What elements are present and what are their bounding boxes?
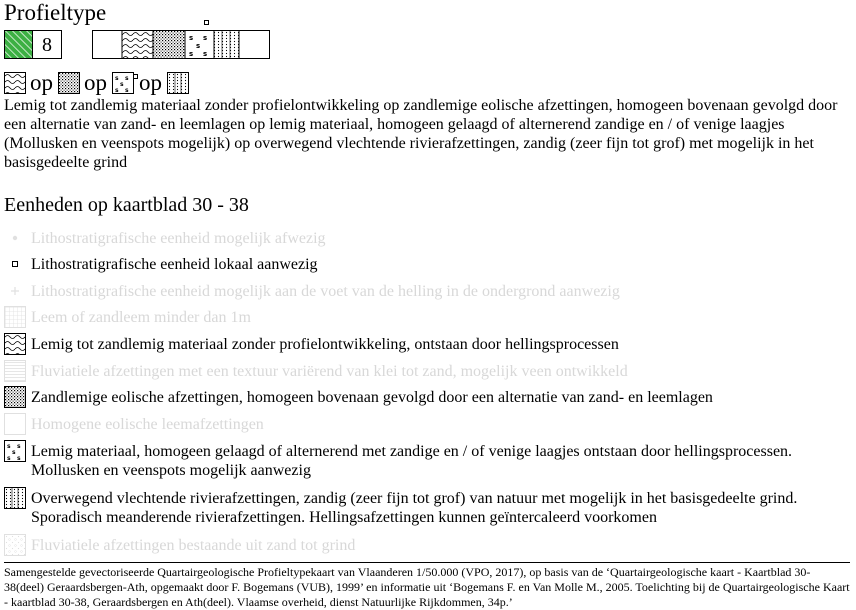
wave-pattern-icon: [4, 333, 26, 355]
profile-description: Lemig tot zandlemig materiaal zonder profielontwikkeling op zandlemige eolische afzettingen, homogeen bovenaan gevolgd door een alternatie van zand- en leemlagen op lemig materiaal, homogeen gelaagd of alternerend zandige en / of venige laagjes (Mollusken en veenspots mogelijk) op overwegend vlechtende rivierafzettingen, zandig (zeer fijn tot grof) met mogelijk in het basisgedeelte grind: [4, 97, 838, 171]
svg-text:s: s: [7, 443, 11, 450]
green-swatch-icon: [4, 30, 33, 59]
legend-item: Fluviatiele afzettingen bestaande uit zand tot grind: [4, 534, 850, 556]
svg-text:s: s: [12, 449, 16, 456]
s-pattern-icon: [112, 72, 134, 94]
small-square-icon: [4, 253, 26, 275]
legend-item: Fluviatiele afzettingen met een textuur variërend van klei tot zand, mogelijk veen ontwikkeld: [4, 360, 850, 382]
local-presence-marker-icon: [204, 20, 209, 25]
legend-item: Lemig tot zandlemig materiaal zonder profielontwikkeling, ontstaan door hellingsprocessen: [4, 333, 850, 355]
dotted-columns-pattern-icon: [167, 72, 189, 94]
svg-text:s: s: [189, 50, 194, 58]
dense-dots-pattern-icon: [58, 72, 80, 94]
legend-item: Lithostratigrafische eenheid mogelijk aan de voet van de helling in de ondergrond aanwezig: [4, 280, 850, 302]
source-footnote: Samengestelde gevectoriseerde Quartairgeologische Profieltypekaart van Vlaanderen 1/50.000 (VPO, 2017), op basis van de ‘Quartairgeologische kaart - Kaartblad 30-38(deel) Geraardsbergen-Ath, opgemaakt door F. Bogemans (VUB), 1999’ en informatie uit ‘Bogemans F. en Van Molle M., 2005. Toelichting bij de Quartairgeologische Kaart - kaartblad 30-38, Geraardsbergen en Ath(deel). Vlaamse overheid, dienst Natuurlijke Rijkdommen, 34p.’: [4, 562, 850, 610]
svg-text:s: s: [189, 34, 194, 42]
svg-text:s: s: [203, 34, 208, 42]
grid-pattern-icon: [4, 306, 26, 328]
horizontal-lines-icon: [4, 360, 26, 382]
local-presence-marker-icon: [133, 74, 138, 79]
op-word: op: [30, 70, 53, 95]
svg-text:s: s: [17, 443, 21, 450]
page-title: Profieltype: [4, 0, 107, 25]
profile-strip: [92, 30, 270, 59]
profile-code: 8: [32, 30, 62, 59]
legend-item: Zandlemige eolische afzettingen, homogeen bovenaan gevolgd door een alternatie van zand- en leemlagen: [4, 386, 850, 408]
units-heading: Eenheden op kaartblad 30 - 38: [4, 194, 249, 216]
svg-text:s: s: [17, 455, 21, 461]
svg-text:s: s: [125, 87, 129, 93]
legend-item: s s s s s Lemig materiaal, homogeen gelaagd of alternerend met zandige en / of venige laagjes ontstaan door hellingsprocessen. Mollusken en veenspots mogelijk aanwezig: [4, 440, 850, 480]
svg-text:s: s: [196, 42, 201, 50]
dot-icon: [4, 227, 26, 249]
legend-item: Lithostratigrafische eenheid lokaal aanwezig: [4, 253, 850, 275]
svg-text:s: s: [115, 75, 119, 82]
plus-icon: [4, 280, 26, 302]
dotted-columns-pattern-icon: [4, 487, 26, 509]
svg-text:s: s: [7, 455, 11, 461]
legend-item: Leem of zandleem minder dan 1m: [4, 306, 850, 328]
legend-item: Lithostratigrafische eenheid mogelijk afwezig: [4, 227, 850, 249]
wave-pattern-icon: [4, 72, 26, 94]
s-pattern-icon: [4, 440, 26, 462]
svg-text:s: s: [203, 50, 208, 58]
sand-gravel-pattern-icon: [4, 534, 26, 556]
dense-dots-pattern-icon: [4, 386, 26, 408]
op-word: op: [139, 70, 162, 95]
blank-pattern-icon: [4, 413, 26, 435]
op-word: op: [84, 70, 107, 95]
legend-item: Homogene eolische leemafzettingen: [4, 413, 850, 435]
svg-text:s: s: [125, 75, 129, 82]
profile-sequence: [4, 70, 189, 96]
svg-text:s: s: [115, 87, 119, 93]
svg-text:s: s: [120, 81, 124, 88]
legend-item: Overwegend vlechtende rivierafzettingen, zandig (zeer fijn tot grof) van natuur met mogelijk in het basisgedeelte grind. Sporadisch meanderende rivierafzettingen. Hellingsafzettingen kunnen geïntercaleerd voorkomen: [4, 487, 850, 527]
